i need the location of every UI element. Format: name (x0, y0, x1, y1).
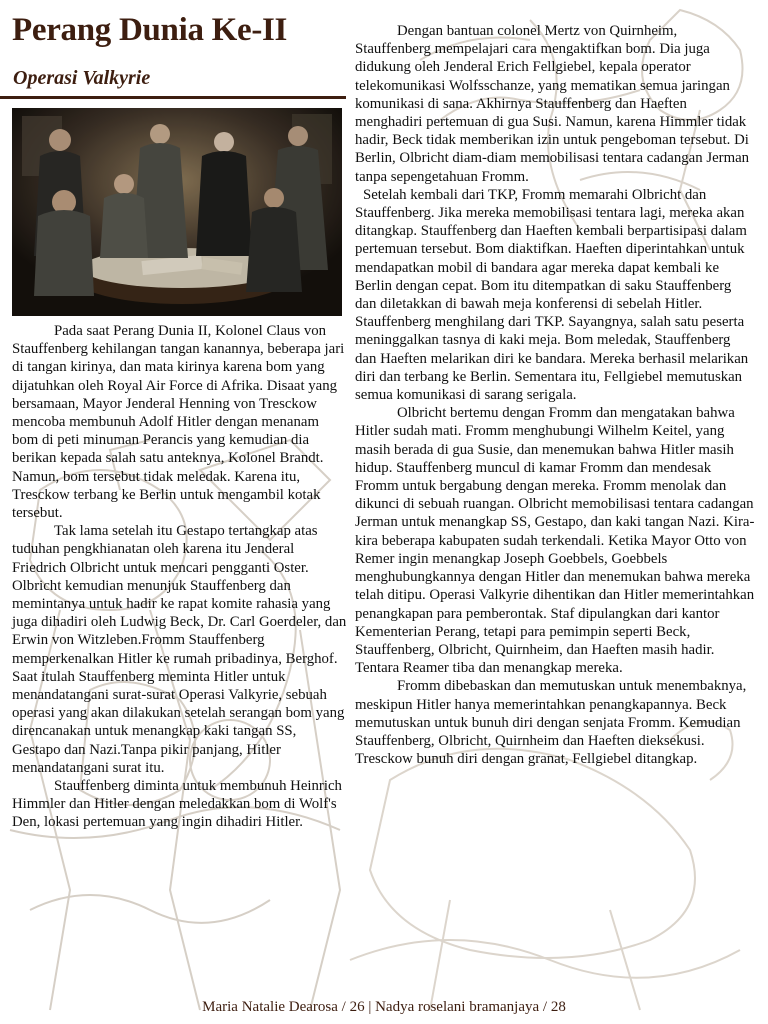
article-paragraph: Olbricht bertemu dengan Fromm dan mengatakan bahwa Hitler sudah mati. Fromm menghubungi Wilhelm Keitel, yang masih berada di gua Susie, dan menemukan bahwa Hitler masih hidup. Stauffenberg muncul di kamar Fromm dan mendesak Fromm untuk bergabung dengan mereka. Fromm menolak dan dikunci di sebuah ruangan. Olbricht memobilisasi tentara cadangan Jerman untuk menangkap SS, Gestapo, dan kaki tangan Nazi. Kira-kira beberapa kabupaten sudah terkendali. Ketika Mayor Otto von Remer ingin menangkap Joseph Goebbels, Goebbels menghubungkannya dengan Hitler dan menemukan bahwa mereka telah ditipu. Operasi Valkyrie dihentikan dan Hitler memerintahkan penangkapan para pemberontak. Staf dipulangkan dari kantor Kementerian Perang, tetapi para pemimpin seperti Beck, Stauffenberg, Olbricht, Quirnheim, dan Haeften masih hadir. Tentara Reamer tiba dan menangkap mereka. (355, 405, 755, 677)
article-paragraph: Pada saat Perang Dunia II, Kolonel Claus von Stauffenberg kehilangan tangan kanannya, beberapa jari di tangan kirinya, dan mata kirinya karena bom yang dijatuhkan oleh Royal Air Force di Afrika. Disaat yang bersamaan, Mayor Jenderal Henning von Tresckow mencoba membunuh Adolf Hitler dengan menanam bom di peti minuman Perancis yang kemudian dia berikan kepada salah satu anteknya, Kolonel Brandt. Namun, bom tersebut tidak meledak. Karena itu, Tresckow terbang ke Berlin untuk mengambil kotak tersebut. (12, 323, 345, 522)
article-paragraph: Setelah kembali dari TKP, Fromm memarahi Olbricht dan Stauffenberg. Jika mereka memobilisasi tentara lagi, mereka akan ditangkap. Stauffenberg dan Haeften kembali berpartisipasi dalam pertemuan tersebut. Bom diaktifkan. Haeften diperintahkan untuk mendapatkan mobil di bandara agar mereka dapat kembali ke Berlin dengan cepat. Bom itu ditempatkan di saku Stauffenberg dan diletakkan di bawah meja konferensi di sebelah Hitler. Stauffenberg menghilang dari TKP. Sayangnya, salah satu peserta meninggalkan tasnya di kaki meja. Bom meledak, Stauffenberg dan Haeften melarikan diri ke bandara. Mereka berhasil melarikan diri dan terbang ke Berlin. Sementara itu, Fellgiebel memutuskan semua komunikasi di sarang serigala. (355, 186, 749, 404)
page-subtitle: Operasi Valkyrie (13, 67, 151, 89)
article-paragraph: Tak lama setelah itu Gestapo tertangkap atas tuduhan pengkhianatan oleh karena itu Jenderal Friedrich Olbricht untuk mencari pengganti Oster. Olbricht kemudian menunjuk Stauffenberg dan memintanya untuk hadir ke rapat komite rahasia yang juga dihadiri oleh Ludwig Beck, Dr. Carl Goerdeler, dan Erwin von Witzleben.Fromm Stauffenberg memperkenalkan Hitler ke rumah pribadinya, Berghof. Saat itulah Stauffenberg meminta Hitler untuk menandatangani surat-surat Operasi Valkyrie, sebuah operasi yang akan dilakukan setelah serangan bom yang direncanakan untuk menangkap kaki tangan SS, Gestapo dan Nazi.Tanpa pikir panjang, Hitler menandatangani surat itu. (12, 523, 347, 776)
title-divider (0, 96, 346, 99)
page-title: Perang Dunia Ke-II (12, 12, 288, 48)
article-paragraph: Fromm dibebaskan dan memutuskan untuk menembaknya, meskipun Hitler hanya memerintahkan penangkapannya. Beck memutuskan untuk bunuh diri dengan senjata Fromm. Kemudian Stauffenberg, Olbricht, Quirnheim dan Haeften dieksekusi. Tresckow bunuh diri dengan granat, Fellgiebel ditangkap. (355, 678, 747, 768)
left-text-column (12, 322, 347, 832)
article-paragraph: Dengan bantuan colonel Mertz von Quirnheim, Stauffenberg mempelajari cara mengaktifkan bom. Dia juga didukung oleh Jenderal Erich Fellgiebel, kepala operator telekomunikasi Wolfsschanze, yang mematikan semua jaringan komunikasi di sana. Akhirnya Stauffenberg dan Haeften menghadiri pertemuan di gua Susi. Namun, karena Himmler tidak hadir, Beck tidak memberikan izin untuk pengeboman tersebut. Di Berlin, Olbricht diam-diam memobilisasi tentara cadangan Jerman tanpa sepengetahuan Fromm. (355, 23, 750, 185)
film-still-photo (12, 108, 342, 316)
right-text-column (355, 22, 755, 768)
article-paragraph: Stauffenberg diminta untuk membunuh Heinrich Himmler dan Hitler dengan meledakkan bom di Wolf's Den, lokasi pertemuan yang ingin dihadiri Hitler. (12, 778, 342, 831)
author-credits: Maria Natalie Dearosa / 26 | Nadya roselani bramanjaya / 28 (202, 999, 566, 1015)
